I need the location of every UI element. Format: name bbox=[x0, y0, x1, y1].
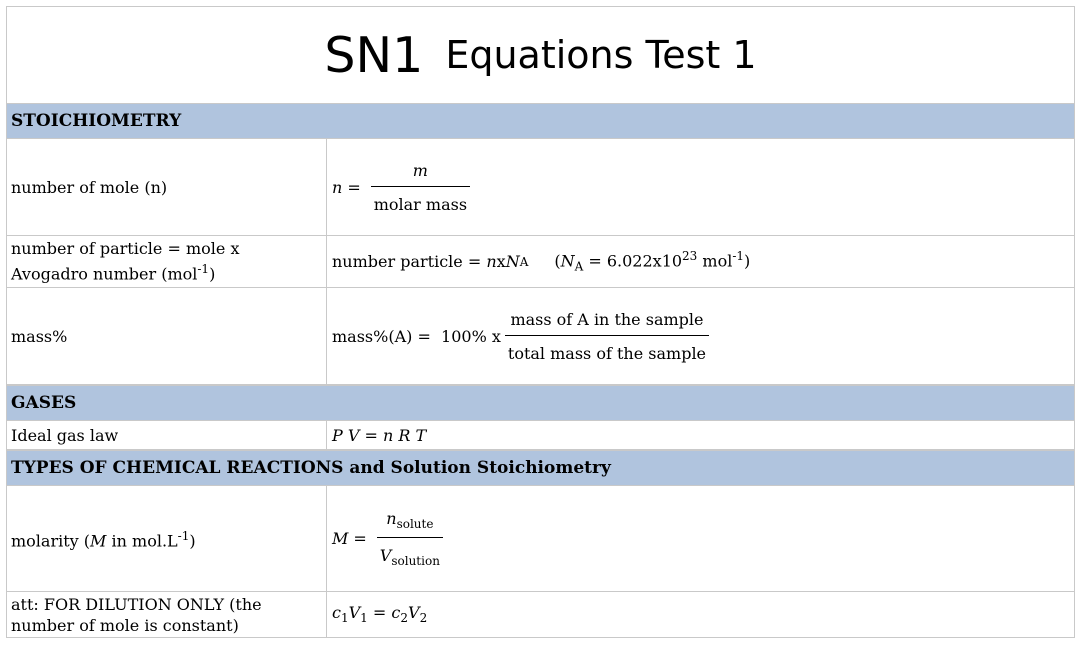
equation-sheet bbox=[6, 6, 1075, 638]
row-dilution bbox=[7, 592, 1074, 637]
formula-v1: V bbox=[348, 603, 361, 623]
formula: P V = n R T bbox=[332, 425, 427, 445]
formula-variable: n bbox=[332, 177, 343, 197]
const-unit-exponent: -1 bbox=[732, 249, 745, 264]
title-course: SN1 bbox=[324, 26, 424, 84]
formula-cell bbox=[328, 236, 1074, 287]
row-label-cell bbox=[7, 139, 327, 235]
const-unit: mol bbox=[697, 251, 733, 271]
formula-v2: V bbox=[408, 603, 420, 623]
formula-c2-sub: 2 bbox=[400, 611, 408, 626]
row-label-cell bbox=[7, 236, 327, 287]
formula-avogadro-symbol: N bbox=[505, 252, 520, 271]
formula-cell bbox=[328, 592, 1074, 637]
denominator-sub: solution bbox=[391, 554, 440, 569]
row-ideal-gas-law bbox=[7, 421, 1074, 450]
row-label: number of mole (n) bbox=[11, 177, 168, 197]
numerator-variable: n bbox=[386, 508, 397, 528]
row-label-cell bbox=[7, 421, 327, 449]
row-molarity bbox=[7, 486, 1074, 592]
row-label-line1: number of particle = mole x bbox=[11, 239, 240, 259]
row-label-cell bbox=[7, 592, 327, 637]
formula-text: number particle = bbox=[332, 252, 482, 271]
const-symbol: N bbox=[560, 251, 575, 271]
row-label: mass% bbox=[11, 326, 68, 346]
formula-cell bbox=[328, 421, 1074, 449]
row-label-cell bbox=[7, 486, 327, 591]
label-prefix: molarity ( bbox=[11, 531, 91, 551]
row-label: Ideal gas law bbox=[11, 425, 119, 445]
fraction-denominator: molar mass bbox=[371, 186, 470, 214]
formula-cell bbox=[328, 139, 1074, 235]
formula-v2-sub: 2 bbox=[419, 611, 428, 626]
section-stoichiometry bbox=[7, 103, 1074, 139]
formula-cell bbox=[328, 486, 1074, 591]
row-number-of-particle bbox=[7, 236, 1074, 288]
const-open: ( bbox=[554, 251, 561, 271]
row-label-close: ) bbox=[209, 264, 216, 284]
label-unit: in mol.L bbox=[106, 531, 178, 551]
fraction bbox=[377, 509, 443, 568]
formula-avogadro-sub: A bbox=[519, 254, 529, 269]
const-value: = 6.022x10 bbox=[583, 251, 683, 271]
row-mass-percent bbox=[7, 288, 1074, 385]
formula-lhs: mass%(A) = 100% x bbox=[332, 326, 501, 346]
const-exponent: 23 bbox=[682, 249, 698, 264]
formula-v1-sub: 1 bbox=[360, 611, 368, 626]
label-exponent: -1 bbox=[177, 528, 190, 543]
fraction-denominator: total mass of the sample bbox=[505, 335, 709, 363]
formula-equals: = bbox=[347, 177, 361, 197]
fraction-numerator: mass of A in the sample bbox=[510, 309, 704, 329]
row-label-line2: number of mole is constant) bbox=[11, 615, 239, 635]
fraction bbox=[505, 310, 709, 363]
const-close: ) bbox=[744, 251, 751, 271]
formula bbox=[332, 603, 427, 625]
row-number-of-mole bbox=[7, 139, 1074, 236]
formula-equals: = bbox=[367, 603, 392, 623]
formula-variable: M bbox=[332, 529, 349, 548]
row-label-line1: att: FOR DILUTION ONLY (the bbox=[11, 594, 262, 614]
title-text: Equations Test 1 bbox=[445, 33, 757, 77]
title-row bbox=[7, 7, 1074, 103]
const-sub: A bbox=[574, 259, 584, 274]
fraction-denominator bbox=[377, 537, 443, 568]
row-label bbox=[11, 526, 196, 551]
section-chemical-reactions bbox=[7, 450, 1074, 486]
formula-n: n bbox=[486, 252, 497, 271]
avogadro-constant bbox=[554, 249, 750, 274]
row-label-cell bbox=[7, 288, 327, 384]
label-variable: M bbox=[90, 531, 107, 551]
row-label-line2: Avogadro number (mol bbox=[11, 264, 198, 284]
label-close: ) bbox=[189, 531, 196, 551]
denominator-variable: V bbox=[379, 546, 392, 565]
formula-c2: c bbox=[391, 603, 401, 623]
formula-times: x bbox=[496, 252, 506, 271]
formula-equals: = bbox=[353, 529, 367, 548]
fraction-numerator: m bbox=[412, 160, 428, 180]
section-label: STOICHIOMETRY bbox=[11, 111, 182, 131]
section-label: TYPES OF CHEMICAL REACTIONS and Solution Stoichiometry bbox=[11, 458, 611, 478]
section-label: GASES bbox=[11, 393, 77, 413]
formula-c1: c bbox=[332, 603, 341, 623]
formula-c1-sub: 1 bbox=[340, 611, 349, 626]
section-gases bbox=[7, 385, 1074, 421]
fraction-numerator bbox=[383, 509, 436, 537]
fraction bbox=[371, 161, 470, 214]
row-label-exponent: -1 bbox=[197, 262, 210, 277]
formula-cell bbox=[328, 288, 1074, 384]
numerator-sub: solute bbox=[396, 517, 434, 531]
